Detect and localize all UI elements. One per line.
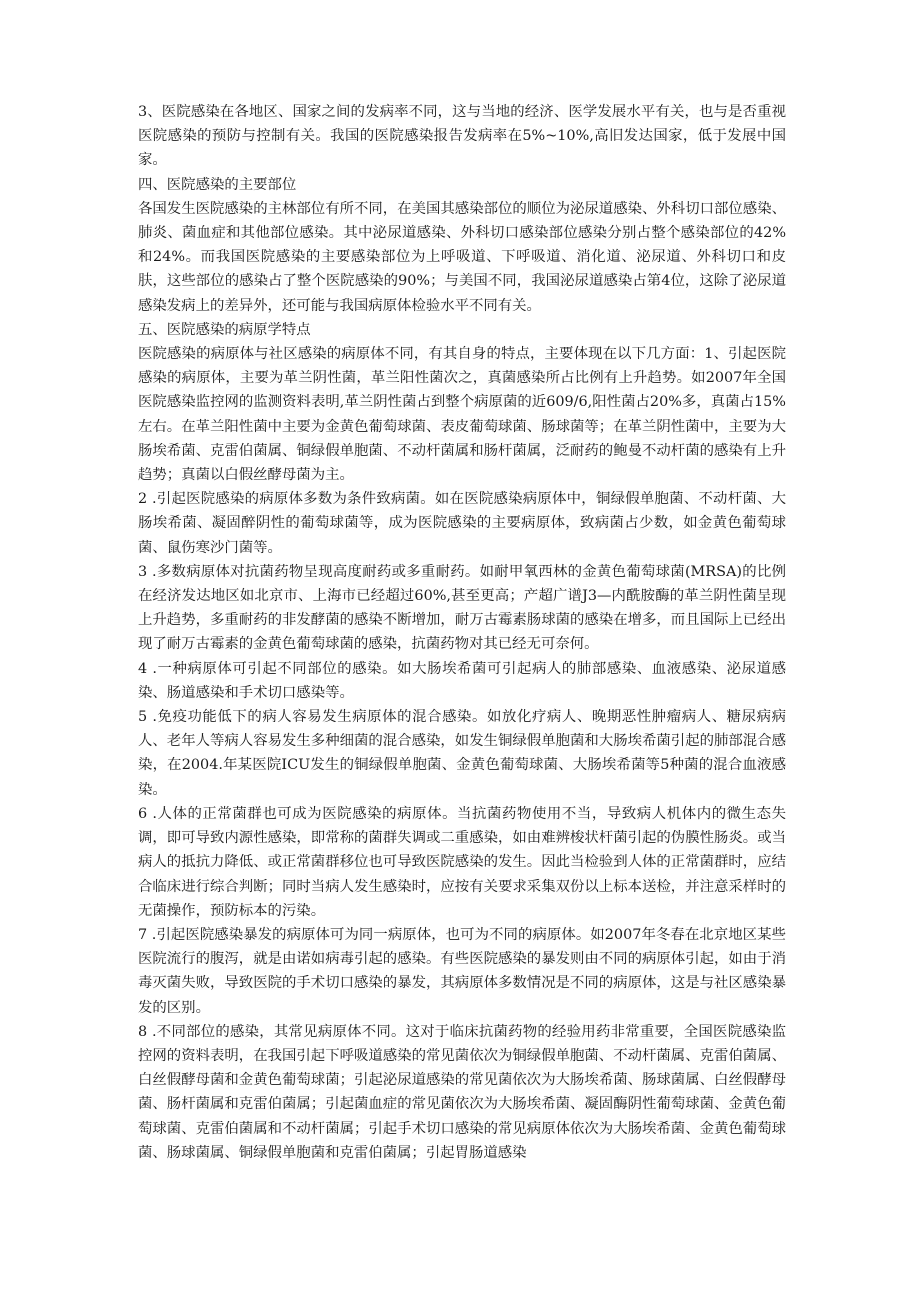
list-item-8-site-pathogens: 8 .不同部位的感染，其常见病原体不同。这对于临床抗菌药物的经验用药非常重要，全国医院感染监控网的资料表明，在我国引起下呼吸道感染的常见菌依次为铜绿假单胞菌、不动杆菌属、克雷伯菌属、白丝假酵母菌和金黄色葡萄球菌；引起泌尿道感染的常见菌依次为大肠埃希菌、肠球菌属、白丝假酵母菌、肠杆菌属和克雷伯菌属；引起菌血症的常见菌依次为大肠埃希菌、凝固酶阴性葡萄球菌、金黄色葡萄球菌、克雷伯菌属和不动杆菌属；引起手术切口感染的常见病原体依次为大肠埃希菌、金黄色葡萄球菌、肠球菌属、铜绿假单胞菌和克雷伯菌属；引起胃肠道感染 xyxy=(138,1023,786,1161)
list-item-2-opportunistic: 2 .引起医院感染的病原体多数为条件致病菌。如在医院感染病原体中，铜绿假单胞菌、不动杆菌、大肠埃希菌、凝固醉阴性的葡萄球菌等，成为医院感染的主要病原体，致病菌占少数，如金黄色葡萄球菌、鼠伤寒沙门菌等。 xyxy=(138,491,786,556)
section-heading-main-sites: 四、医院感染的主要部位 xyxy=(138,176,297,193)
list-item-6-normal-flora: 6 .人体的正常菌群也可成为医院感染的病原体。当抗菌药物使用不当，导致病人机体内的微生态失调，即可导致内源性感染，即常称的菌群失调或二重感染，如由难辨梭状杆菌引起的伪膜性肠炎。或当病人的抵抗力降低、或正常菌群移位也可导致医院感染的发生。因此当检验到人体的正常菌群时，应结合临床进行综合判断；同时当病人发生感染时，应按有关要求采集双份以上标本送检，并注意采样时的无菌操作，预防标本的污染。 xyxy=(138,805,786,919)
paragraph-main-sites: 各国发生医院感染的主林部位有所不同，在美国其感染部位的顺位为泌尿道感染、外科切口部位感染、肺炎、菌血症和其他部位感染。其中泌尿道感染、外科切口感染部位感染分别占整个感染部位的42%和24%。而我国医院感染的主要感染部位为上呼吸道、下呼吸道、消化道、泌尿道、外科切口和皮肤，这些部位的感染占了整个医院感染的90%；与美国不同，我国泌尿道感染占第4位，这除了泌尿道感染发病上的差异外，还可能与我国病原体检验水平不同有关。 xyxy=(138,200,786,314)
list-item-5-mixed-infection: 5 .免疫功能低下的病人容易发生病原体的混合感染。如放化疗病人、晚期恶性肿瘤病人、糖尿病病人、老年人等病人容易发生多种细菌的混合感染，如发生铜绿假单胞菌和大肠埃希菌引起的肺部混合感染，在2004.年某医院ICU发生的铜绿假单胞菌、金黄色葡萄球菌、大肠埃希菌等5种菌的混合血液感染。 xyxy=(138,709,786,798)
document-page xyxy=(138,100,786,1165)
list-item-7-outbreak: 7 .引起医院感染暴发的病原体可为同一病原体，也可为不同的病原体。如2007年冬春在北京地区某些医院流行的腹泻，就是由诺如病毒引起的感染。有些医院感染的暴发则由不同的病原体引起，如由于消毒灭菌失败，导致医院的手术切口感染的暴发，其病原体多数情况是不同的病原体，这是与社区感染暴发的区别。 xyxy=(138,926,786,1016)
list-item-3-resistance: 3 .多数病原体对抗菌药物呈现高度耐药或多重耐药。如耐甲氧西林的金黄色葡萄球菌(MRSA)的比例在经济发达地区如北京市、上海市已经超过60%,甚至更高；产超广谱J3—内酰胺酶的革兰阴性菌呈现上升趋势，多重耐药的非发酵菌的感染不断增加，耐万古霉素肠球菌的感染在增多，而且国际上已经出现了耐万古霉素的金黄色葡萄球菌的感染，抗菌药物对其已经无可奈何。 xyxy=(138,563,786,653)
list-item-4-multi-site: 4 .一种病原体可引起不同部位的感染。如大肠埃希菌可引起病人的肺部感染、血液感染、泌尿道感染、肠道感染和手术切口感染等。 xyxy=(138,660,786,701)
paragraph-point-3-incidence: 3、医院感染在各地区、国家之间的发病率不同，这与当地的经济、医学发展水平有关，也与是否重视医院感染的预防与控制有关。我国的医院感染报告发病率在5%~10%,高旧发达国家，低于发展中国家。 xyxy=(138,104,786,169)
paragraph-etiology-intro: 医院感染的病原体与社区感染的病原体不同，有其自身的特点，主要体现在以下几方面：1、引起医院感染的病原体，主要为革兰阴性菌，革兰阳性菌次之，真菌感染所占比例有上升趋势。如2007年全国医院感染监控网的监测资料表明,革兰阴性菌占到整个病原菌的近609/6,阳性菌占20%多，真菌占15%左右。在革兰阳性菌中主要为金黄色葡萄球菌、表皮葡萄球菌、肠球菌等；在革兰阴性菌中，主要为大肠埃希菌、克雷伯菌属、铜绿假单胞菌、不动杆菌属和肠杆菌属，泛耐药的鲍曼不动杆菌的感染有上升趋势；真菌以白假丝酵母菌为主。 xyxy=(138,346,786,484)
section-heading-etiology: 五、医院感染的病原学特点 xyxy=(138,321,311,338)
